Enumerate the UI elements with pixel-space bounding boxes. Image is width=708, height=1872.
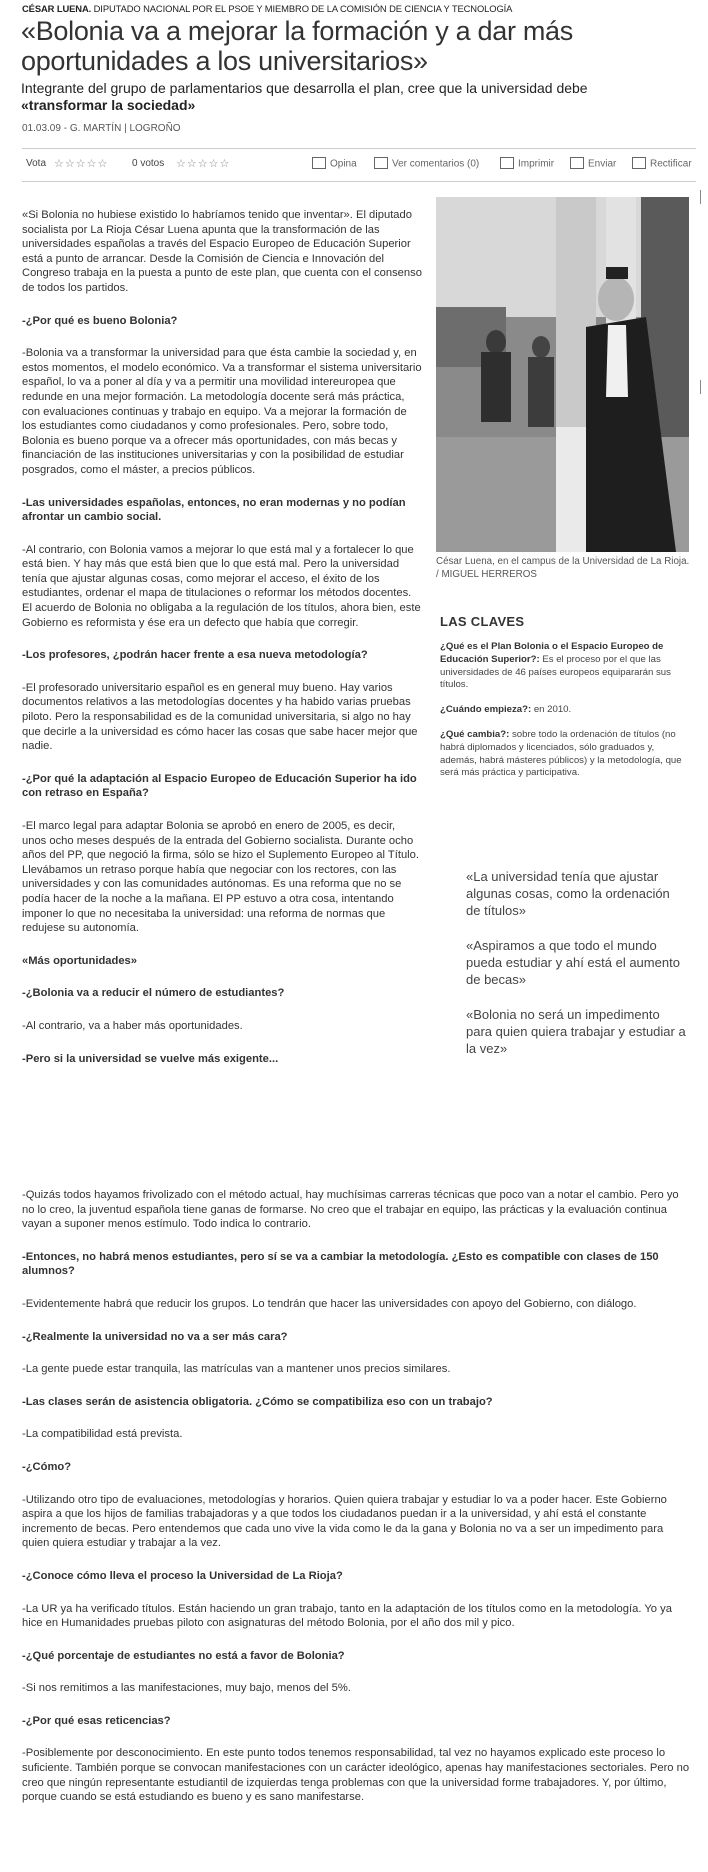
kicker	[22, 3, 512, 14]
interview-question: -¿Por qué la adaptación al Espacio Europeo de Educación Superior ha ido con retraso en España?	[22, 772, 417, 800]
comments-icon	[374, 157, 388, 169]
clave-answer: sobre todo la ordenación de títulos (no habrá diplomados y licenciados, sólo graduados y, además, habrá másteres públicos) y la metodología, que será más práctica y participativa.	[440, 728, 682, 779]
paragraph: -La gente puede estar tranquila, las matrículas van a mantener unos precios similares.	[22, 1363, 451, 1376]
article-photo	[436, 197, 689, 552]
kicker-role: DIPUTADO NACIONAL POR EL PSOE Y MIEMBRO DE LA COMISIÓN DE CIENCIA Y TECNOLOGÍA	[93, 3, 513, 14]
paragraph: -La compatibilidad está prevista.	[22, 1428, 183, 1441]
edge-mark	[700, 380, 708, 394]
clave-answer: Es el proceso por el que las universidades de 46 países europeos equipararán sus títulos.	[440, 653, 671, 691]
clave-question: ¿Qué cambia?:	[440, 728, 510, 740]
article-body-column	[22, 208, 422, 1084]
article-body-full	[22, 1188, 690, 1823]
interview-question: -¿Bolonia va a reducir el número de estudiantes?	[22, 987, 285, 1000]
paragraph: -El profesorado universitario español es en general muy bueno. Hay varios documentos relativos a las metodologías docentes y ha habido varias pruebas piloto. Pero la responsabilidad es de la comunidad universitaria, si algo no hay que decirle a la universidad es cómo hacer las cosas que sabe hacer mejor que nadie.	[22, 681, 418, 753]
las-claves-box	[440, 614, 688, 792]
article-title: «Bolonia va a mejorar la formación y a dar más oportunidades a los universitarios»	[21, 16, 573, 76]
paragraph: -Quizás todos hayamos frivolizado con el método actual, hay muchísimas carreras técnicas que poco van a notar el cambio. Pero yo no lo creo, la juventud española tiene ganas de formarse. No creo que el trabajar en equipo, las prácticas y la evaluación continua vayan a suponer menos estímulo. Todo indica lo contrario.	[22, 1189, 679, 1231]
edge-mark	[700, 190, 708, 204]
interview-question: -Las clases serán de asistencia obligatoria. ¿Cómo se compatibiliza eso con un trabajo?	[22, 1395, 493, 1408]
article-toolbar	[22, 148, 696, 182]
interview-question: -¿Qué porcentaje de estudiantes no está a favor de Bolonia?	[22, 1649, 345, 1662]
paragraph: -Posiblemente por desconocimiento. En este punto todos tenemos responsabilidad, tal vez no hayamos explicado este proceso lo suficiente. También porque se convocan manifestaciones con un carácter ideológico, apenas hay manifestaciones sectoriales. Pero no creo que ningún representante estudiantil de izquierdas tenga problemas con que la universidad forme trabajadores. Y, por último, porque cuando se está estudiando es bueno y es sano manifestarse.	[22, 1747, 690, 1804]
paragraph: -Utilizando otro tipo de evaluaciones, metodologías y horarios. Quien quiera trabajar y estudiar lo va a poder hacer. Este Gobierno aspira a que los hijos de familias trabajadoras y a que todos los ciudadanos puedan ir a la universidad, y ahí está el constante incremento de becas. Pero entendemos que cada uno vive la vida como le da la gana y Bolonia no va a ser un impedimento para quien quiera estudiar y trabajar a la vez.	[22, 1493, 667, 1550]
kicker-name: CÉSAR LUENA.	[22, 3, 92, 14]
clave-item	[440, 704, 688, 717]
photo-caption: César Luena, en el campus de la Universidad de La Rioja. / MIGUEL HERREROS	[436, 556, 690, 580]
article-subtitle	[21, 80, 661, 114]
opina-icon	[312, 157, 326, 169]
interview-question: -¿Por qué es bueno Bolonia?	[22, 314, 178, 327]
interview-question: -¿Por qué esas reticencias?	[22, 1714, 171, 1727]
pullquote: «Aspiramos a que todo el mundo pueda estudiar y ahí está el aumento de becas»	[466, 938, 680, 987]
subtitle-text: Integrante del grupo de parlamentarios que desarrolla el plan, cree que la universidad debe	[21, 80, 588, 96]
comments-label: Ver comentarios (0)	[392, 158, 480, 170]
print-icon	[500, 157, 514, 169]
photo-image	[436, 197, 689, 552]
interview-question: -¿Cómo?	[22, 1460, 72, 1473]
clave-question: ¿Cuándo empieza?:	[440, 704, 532, 716]
opina-label: Opina	[330, 158, 357, 170]
interview-question: -Las universidades españolas, entonces, no eran modernas y no podían afrontar un cambio social.	[22, 496, 406, 524]
vote-stars[interactable]: ☆☆☆☆☆	[54, 158, 109, 170]
pullquotes	[466, 868, 686, 1075]
rating-stars: ☆☆☆☆☆	[176, 158, 231, 170]
paragraph: -Evidentemente habrá que reducir los grupos. Lo tendrán que hacer las universidades con apoyo del Gobierno, con diálogo.	[22, 1297, 637, 1310]
opina-button[interactable]	[312, 158, 357, 170]
paragraph: -Al contrario, con Bolonia vamos a mejorar lo que está mal y a fortalecer lo que está bien. Y hay más que está bien que lo que está mal. Pero la universidad tenía que ajustar algunas cosas, como mejorar el acceso, el éxito de los estudiantes, ordenar el mapa de titulaciones o reformar los métodos docentes. El acuerdo de Bolonia no obligaba a la regulación de los títulos, ahora bien, este Gobierno es reformista y ése era un defecto que había que corregir.	[22, 543, 421, 629]
subtitle-bold: «transformar la sociedad»	[21, 97, 196, 113]
paragraph: -El marco legal para adaptar Bolonia se aprobó en enero de 2005, es decir, unos ocho meses después de la entrada del Gobierno socialista. Durante ocho años del PP, que negoció la firma, sólo se hizo el Suplemento Europeo al Título. Llevábamos un retraso porque había que negociar con los rectores, con las universidades y con las comunidades autónomas. Es una reforma que no se podía hacer de la noche a la mañana. El PP estuvo a otra cosa, intentando imponer lo que no necesitaba la universidad: una reforma de normas que redujese su autonomía.	[22, 820, 419, 935]
comments-button[interactable]	[374, 158, 479, 170]
clave-item	[440, 729, 688, 780]
rectify-button[interactable]	[632, 158, 692, 170]
rectify-label: Rectificar	[650, 158, 692, 170]
vote-label: Vota	[26, 158, 47, 169]
interview-question: -Los profesores, ¿podrán hacer frente a esa nueva metodología?	[22, 649, 368, 662]
paragraph: -La UR ya ha verificado títulos. Están haciendo un gran trabajo, tanto en la adaptación de los títulos como en la metodología. Yo ya hice en Humanidades pruebas piloto con asignaturas del método Bolonia, por el año dos mil y pico.	[22, 1602, 672, 1630]
dateline: 01.03.09 - G. MARTÍN | LOGROÑO	[22, 123, 181, 134]
interview-question: -Pero si la universidad se vuelve más exigente...	[22, 1052, 279, 1065]
interview-question: -Entonces, no habrá menos estudiantes, pero sí se va a cambiar la metodología. ¿Esto es compatible con clases de 150 alumnos?	[22, 1250, 659, 1278]
paragraph: -Si nos remitimos a las manifestaciones, muy bajo, menos del 5%.	[22, 1682, 351, 1695]
clave-answer: en 2010.	[531, 704, 572, 716]
send-button[interactable]	[570, 158, 616, 170]
mail-icon	[570, 157, 584, 169]
interview-question: «Más oportunidades»	[22, 954, 138, 967]
paragraph: -Al contrario, va a haber más oportunidades.	[22, 1019, 243, 1032]
interview-question: -¿Conoce cómo lleva el proceso la Universidad de La Rioja?	[22, 1569, 343, 1582]
interview-question: -¿Realmente la universidad no va a ser más cara?	[22, 1330, 288, 1343]
claves-heading: LAS CLAVES	[440, 614, 525, 629]
paragraph: «Si Bolonia no hubiese existido lo habríamos tenido que inventar». El diputado socialista por La Rioja César Luena apunta que la transformación de las universidades españolas a través del Espacio Europeo de Educación Superior está a punto de arrancar. Desde la Comisión de Ciencia e Innovación del Congreso trabaja en la puesta a punto de este plan, que cuenta con el consenso de todos los partidos.	[22, 209, 422, 294]
print-button[interactable]	[500, 158, 554, 170]
print-label: Imprimir	[518, 158, 555, 170]
pullquote: «La universidad tenía que ajustar algunas cosas, como la ordenación de títulos»	[466, 869, 670, 918]
clave-question: ¿Qué es el Plan Bolonia o el Espacio Europeo de Educación Superior?:	[440, 641, 664, 665]
votes-count: 0 votos	[132, 158, 165, 169]
paragraph: -Bolonia va a transformar la universidad para que ésta cambie la sociedad y, en estos momentos, el modelo económico. Va a transformar el sistema universitario español, lo va a poner al día y va a permitir una movilidad intereuropea que redunde en una mejor formación. La metodología docente será más práctica, con evaluaciones continuas y trabajo en equipo. Va a mejorar la formación de los estudiantes como ciudadanos y como profesionales. Pero, sobre todo, Bolonia es bueno porque va a ofrecer más oportunidades, con más becas y financiación de las instituciones universitarias y con la posibilidad de estudiar posgrados, como el máster, a precios públicos.	[22, 347, 422, 476]
edit-icon	[632, 157, 646, 169]
clave-item	[440, 641, 688, 692]
pullquote: «Bolonia no será un impedimento para quien quiera trabajar y estudiar a la vez»	[466, 1007, 686, 1056]
send-label: Enviar	[588, 158, 617, 170]
